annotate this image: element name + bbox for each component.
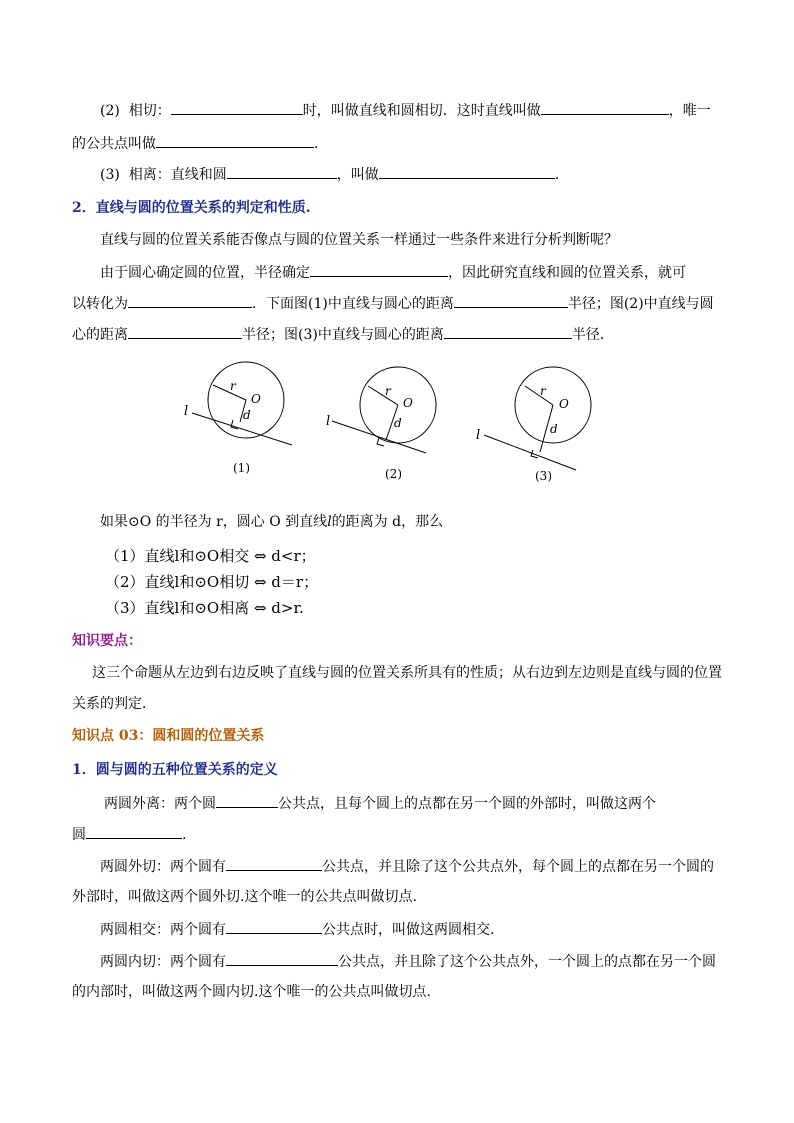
- knowledge-point-heading: 知识点 03：圆和圆的位置关系: [72, 728, 265, 744]
- condition-separate: （3）直线l和⊙O相离 ⇔ d>r.: [105, 599, 304, 617]
- condition-tangent: （2）直线l和⊙O相切 ⇔ d＝r；: [105, 573, 319, 591]
- paragraph-line: 以转化为 ．下面图(1)中直线与圆心的距离 半径；图(2)中直线与圆: [72, 293, 714, 314]
- external-tangent-line-2: 外部时，叫做这两个圆外切.这个唯一的公共点叫做切点.: [72, 889, 417, 905]
- intersect-line: 两圆相交：两个圆有 公共点时，叫做这两圆相交.: [100, 919, 494, 940]
- distance-label: d: [243, 408, 251, 422]
- blank-field[interactable]: [216, 793, 278, 808]
- blank-field[interactable]: [379, 164, 555, 179]
- blank-field[interactable]: [226, 856, 322, 871]
- figure-1: [184, 362, 292, 475]
- blank-field[interactable]: [454, 293, 568, 308]
- blank-field[interactable]: [541, 100, 669, 115]
- blank-field[interactable]: [310, 262, 448, 277]
- condition-intersect: （1）直线l和⊙O相交 ⇔ d<r；: [105, 547, 316, 565]
- item-2-line-2: 的公共点叫做 .: [72, 133, 318, 154]
- paragraph: 直线与圆的位置关系能否像点与圆的位置关系一样通过一些条件来进行分析判断呢？: [100, 232, 618, 248]
- blank-field[interactable]: [226, 919, 322, 934]
- circle-line-figures: [170, 355, 610, 490]
- figure-caption: (1): [233, 461, 250, 475]
- distance-label: d: [550, 422, 558, 436]
- line-label: l: [184, 404, 189, 419]
- key-points-text: 这三个命题从左边到右边反映了直线与圆的位置关系所具有的性质；从右边到左边则是直线与圆的位置: [92, 665, 722, 681]
- blank-field[interactable]: [226, 951, 338, 966]
- figure-3: [476, 367, 591, 483]
- figure-2: [326, 367, 436, 481]
- center-label: O: [559, 397, 569, 411]
- blank-field[interactable]: [86, 824, 182, 839]
- line-label: l: [326, 414, 331, 429]
- center-label: O: [251, 392, 261, 406]
- external-tangent-line: 两圆外切：两个圆有 公共点，并且除了这个公共点外，每个圆上的点都在另一个圆的: [100, 856, 714, 877]
- item-number: (3): [100, 167, 120, 183]
- distance-label: d: [394, 416, 402, 430]
- radius-label: r: [385, 384, 391, 398]
- external-separate-line: 两圆外离：两个圆 公共点，且每个圆上的点都在另一个圆的外部时，叫做这两个: [104, 793, 656, 814]
- key-points-text: 关系的判定．: [72, 696, 156, 712]
- center-label: O: [403, 396, 413, 410]
- item-number: (2): [100, 103, 120, 119]
- figure-caption: (2): [385, 467, 402, 481]
- blank-field[interactable]: [171, 100, 303, 115]
- blank-field[interactable]: [444, 324, 572, 339]
- paragraph-line: 由于圆心确定圆的位置，半径确定 ，因此研究直线和圆的位置关系，就可: [100, 262, 686, 283]
- internal-tangent-line-2: 的内部时，叫做这两个圆内切.这个唯一的公共点叫做切点.: [72, 984, 431, 1000]
- blank-field[interactable]: [128, 324, 242, 339]
- figure-caption: (3): [535, 469, 552, 483]
- item-2-line: (2) 相切： 时，叫做直线和圆相切．这时直线叫做 ，唯一: [100, 100, 711, 121]
- radius-label: r: [540, 384, 546, 398]
- item-3-line: (3) 相离：直线和圆 ，叫做 .: [100, 164, 559, 185]
- condition-intro: 如果⊙O 的半径为 r，圆心 O 到直线l的距离为 d，那么: [100, 514, 444, 530]
- section-subheading: 1．圆与圆的五种位置关系的定义: [72, 762, 278, 778]
- internal-tangent-line: 两圆内切：两个圆有 公共点，并且除了这个公共点外，一个圆上的点都在另一个圆: [100, 951, 716, 972]
- blank-field[interactable]: [227, 164, 337, 179]
- radius-label: r: [230, 379, 236, 393]
- section-heading: 2．直线与圆的位置关系的判定和性质.: [72, 200, 311, 216]
- blank-field[interactable]: [128, 293, 252, 308]
- paragraph-line: 心的距离 半径；图(3)中直线与圆心的距离 半径．: [72, 324, 614, 345]
- line-label: l: [476, 428, 481, 443]
- blank-field[interactable]: [156, 133, 314, 148]
- key-points-heading: 知识要点：: [72, 633, 142, 649]
- external-separate-line-2: 圆 .: [72, 824, 186, 845]
